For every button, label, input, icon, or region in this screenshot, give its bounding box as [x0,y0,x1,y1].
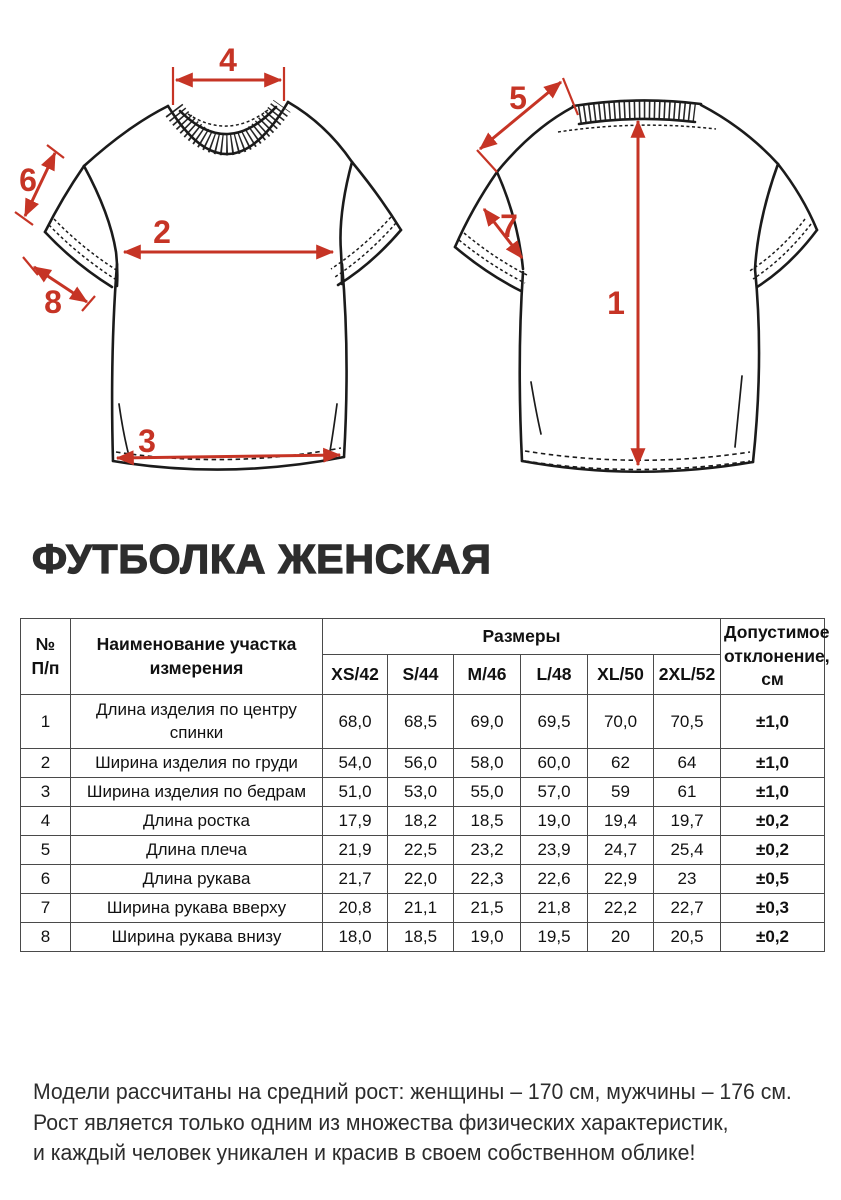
table-row [21,778,825,807]
front-collar-inner-edge [180,107,276,134]
size-value-cell: 20,8 [323,894,388,923]
front-left-sleeve-top [45,166,84,232]
size-value-cell: 54,0 [323,749,388,778]
measure-label-6: 6 [19,162,37,198]
size-value-cell: 18,0 [323,923,388,952]
footer-line-1: Модели рассчитаны на средний рост: женщины – 170 см, мужчины – 176 см. [33,1079,792,1104]
size-value-cell: 24,7 [588,836,654,865]
size-value-cell: 23 [654,865,721,894]
measure-name-cell: Длина ростка [71,807,323,836]
front-left-cuff-stitch-1 [49,225,115,279]
measure-label-3: 3 [138,423,156,459]
row-number-cell: 8 [21,923,71,952]
size-value-cell: 17,9 [323,807,388,836]
back-left-cuff-stitch-1 [459,240,525,283]
page-title: ФУТБОЛКА ЖЕНСКАЯ [32,536,492,582]
size-value-cell: 57,0 [521,778,588,807]
row-number-cell: 2 [21,749,71,778]
back-left-slit [531,382,541,434]
col-header-measure-name: Наименование участка измерения [71,619,323,695]
tshirt-measurement-diagram [0,14,841,514]
size-value-cell: 21,1 [388,894,454,923]
size-value-cell: 60,0 [521,749,588,778]
size-value-cell: 69,0 [454,695,521,749]
back-collar-ribbing [579,109,695,114]
deviation-cell: ±0,2 [721,836,825,865]
table-row [21,749,825,778]
back-right-slit [735,376,742,447]
col-header-size-s: S/44 [388,655,454,695]
size-value-cell: 18,5 [388,923,454,952]
row-number-cell: 3 [21,778,71,807]
table-row [21,807,825,836]
front-left-shoulder [84,106,168,166]
col-header-size-m: M/46 [454,655,521,695]
size-value-cell: 21,5 [454,894,521,923]
size-value-cell: 61 [654,778,721,807]
table-row [21,865,825,894]
size-value-cell: 19,4 [588,807,654,836]
back-right-side-seam [753,269,759,462]
measure-label-5: 5 [509,80,527,116]
deviation-cell: ±1,0 [721,749,825,778]
back-left-sleeve-top [455,172,497,247]
row-number-cell: 7 [21,894,71,923]
back-right-sleeve-top [778,164,817,230]
ext-line-5-bottom [477,150,497,172]
front-right-side-seam [342,264,347,457]
size-value-cell: 22,5 [388,836,454,865]
back-left-sleeve-cuff [455,247,521,291]
measure-label-8: 8 [44,284,62,320]
front-left-cuff-stitch-2 [54,219,118,271]
size-value-cell: 58,0 [454,749,521,778]
back-right-sleeve-cuff [757,230,817,287]
deviation-cell: ±0,3 [721,894,825,923]
size-value-cell: 22,9 [588,865,654,894]
size-table [20,618,830,952]
size-value-cell: 70,0 [588,695,654,749]
deviation-cell: ±1,0 [721,695,825,749]
measure-name-cell: Ширина рукава внизу [71,923,323,952]
size-value-cell: 22,7 [654,894,721,923]
size-value-cell: 19,5 [521,923,588,952]
size-value-cell: 59 [588,778,654,807]
front-right-slit [330,404,337,451]
size-value-cell: 22,6 [521,865,588,894]
table-row [21,923,825,952]
size-value-cell: 68,0 [323,695,388,749]
deviation-cell: ±1,0 [721,778,825,807]
ext-line-8-top [23,257,38,275]
row-number-cell: 5 [21,836,71,865]
size-value-cell: 19,7 [654,807,721,836]
front-right-cuff-stitch-1 [335,223,396,277]
ext-line-6-bottom [15,212,33,225]
ext-line-6-top [47,145,64,158]
measure-label-4: 4 [219,42,237,78]
measure-name-cell: Длина плеча [71,836,323,865]
front-tshirt-drawing [45,102,401,470]
size-table-body [21,695,825,952]
deviation-cell: ±0,2 [721,923,825,952]
size-value-cell: 64 [654,749,721,778]
measure-name-cell: Ширина рукава вверху [71,894,323,923]
col-header-deviation: Допустимое отклонение, см [721,619,825,695]
size-value-cell: 22,3 [454,865,521,894]
col-header-sizes: Размеры [323,619,721,655]
table-row [21,695,825,749]
col-header-size-xs: XS/42 [323,655,388,695]
size-value-cell: 22,0 [388,865,454,894]
back-collar-top-edge [573,100,701,106]
measure-name-cell: Длина рукава [71,865,323,894]
measure-name-cell: Ширина изделия по груди [71,749,323,778]
back-right-armhole [755,164,778,269]
size-value-cell: 25,4 [654,836,721,865]
front-left-side-seam [112,264,117,461]
measure-label-7: 7 [500,208,518,244]
deviation-cell: ±0,2 [721,807,825,836]
col-header-size-l: L/48 [521,655,588,695]
back-left-shoulder [497,107,573,172]
size-value-cell: 23,9 [521,836,588,865]
size-value-cell: 19,0 [521,807,588,836]
col-header-num: № П/п [21,619,71,695]
size-value-cell: 21,9 [323,836,388,865]
back-right-shoulder [701,105,778,164]
size-value-cell: 55,0 [454,778,521,807]
size-value-cell: 21,8 [521,894,588,923]
size-value-cell: 20,5 [654,923,721,952]
front-collar-ribbing [174,106,282,145]
size-value-cell: 51,0 [323,778,388,807]
measure-name-cell: Длина изделия по центру спинки [71,695,323,749]
size-value-cell: 23,2 [454,836,521,865]
measure-label-1: 1 [607,285,625,321]
size-value-cell: 70,5 [654,695,721,749]
front-left-slit [119,404,128,452]
front-right-shoulder [288,102,352,162]
row-number-cell: 4 [21,807,71,836]
col-header-size-xl: XL/50 [588,655,654,695]
col-header-size-2xl: 2XL/52 [654,655,721,695]
measurement-arrows [15,42,638,465]
size-value-cell: 69,5 [521,695,588,749]
size-value-cell: 22,2 [588,894,654,923]
row-number-cell: 6 [21,865,71,894]
front-right-sleeve-top [352,162,401,230]
size-value-cell: 18,2 [388,807,454,836]
size-value-cell: 62 [588,749,654,778]
size-value-cell: 53,0 [388,778,454,807]
size-value-cell: 20 [588,923,654,952]
row-number-cell: 1 [21,695,71,749]
back-left-side-seam [520,272,523,461]
footer-line-2: Рост является только одним из множества физических характеристик, [33,1109,729,1135]
size-value-cell: 19,0 [454,923,521,952]
size-value-cell: 56,0 [388,749,454,778]
footer-note [33,1077,833,1169]
deviation-cell: ±0,5 [721,865,825,894]
back-tshirt-drawing [455,100,817,471]
size-value-cell: 21,7 [323,865,388,894]
table-row [21,894,825,923]
measure-name-cell: Ширина изделия по бедрам [71,778,323,807]
table-row [21,836,825,865]
footer-line-3: и каждый человек уникален и красив в своем собственном облике! [33,1140,696,1165]
size-value-cell: 18,5 [454,807,521,836]
back-right-cuff-stitch-1 [753,224,811,279]
measure-label-2: 2 [153,214,171,250]
front-left-armhole [84,166,117,286]
size-value-cell: 68,5 [388,695,454,749]
